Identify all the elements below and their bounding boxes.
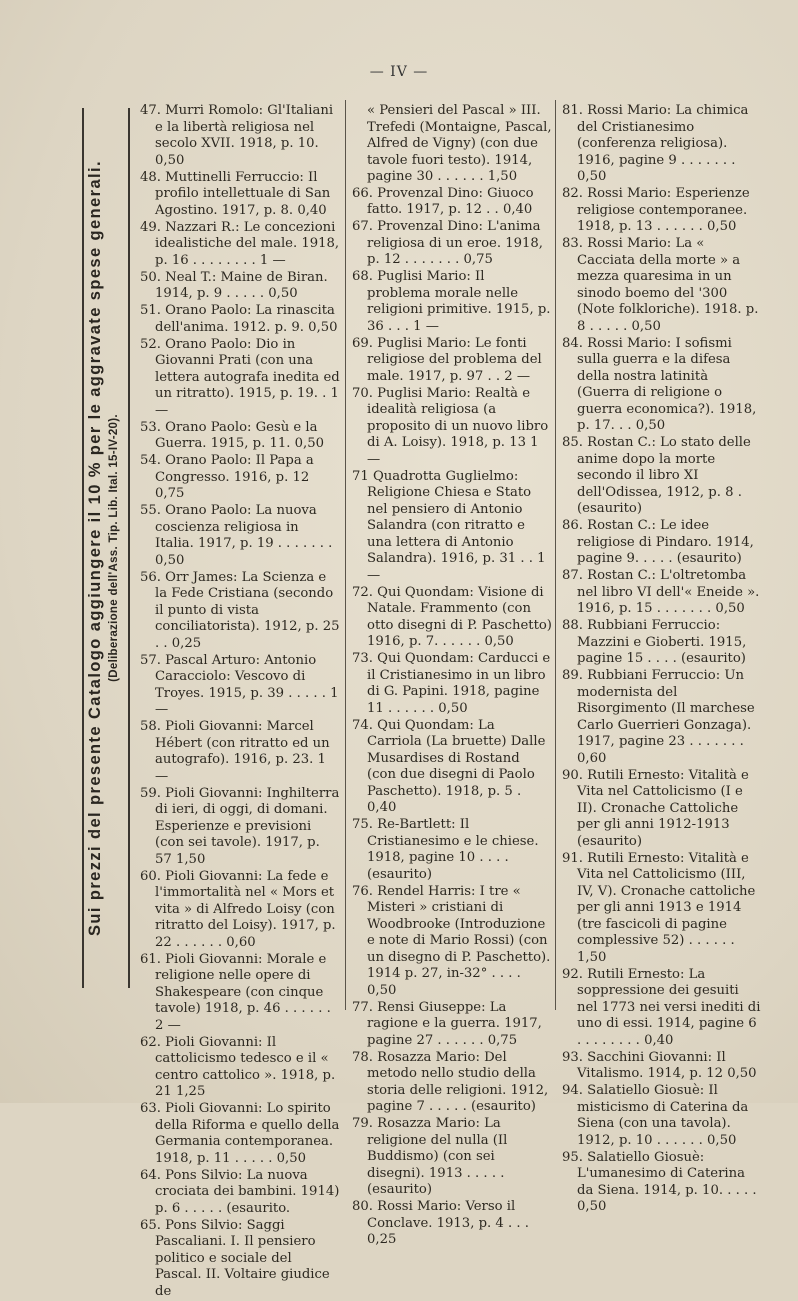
catalog-entry: 95. Salatiello Giosuè: L'umanesimo di Caterina da Siena. 1914, p. 10. . . . . 0,50 — [562, 1149, 757, 1214]
catalog-entry: 51. Orano Paolo: La rinascita dell'anima. 1912. p. 9. 0,50 — [140, 303, 338, 335]
catalog-entry: 52. Orano Paolo: Dio in Giovanni Prati (con una lettera autografa inedita ed un ritratto). 1915, p. 19. . 1 — — [140, 336, 340, 418]
catalog-entry: 88. Rubbiani Ferruccio: Mazzini e Gioberti. 1915, pagine 15 . . . . (esaurito) — [562, 618, 747, 666]
catalog-entry: 79. Rosazza Mario: La religione del nulla (Il Buddismo) (con sei disegni). 1913 . . . . . (esaurito) — [352, 1116, 508, 1197]
catalog-entry: 62. Pioli Giovanni: Il cattolicismo tedesco e il « centro cattolico ». 1918, p. 21 1,25 — [140, 1034, 336, 1099]
catalog-entry: 83. Rossi Mario: La « Cacciata della morte » a mezza quaresima in un sinodo boemo del '300 (Note folkloriche). 1918. p. 8 . . . . . 0,50 — [562, 236, 759, 334]
catalog-entry: 47. Murri Romolo: Gl'Italiani e la libertà religiosa nel secolo XVII. 1918, p. 10. 0,50 — [140, 103, 334, 168]
catalog-entry: 91. Rutili Ernesto: Vitalità e Vita nel Cattolicismo (III, IV, V). Cronache cattoliche per gli anni 1913 e 1914 (tre fascicoli di pagine complessive 52) . . . . . . 1,50 — [562, 850, 756, 965]
catalog-entry: 63. Pioli Giovanni: Lo spirito della Riforma e quello della Germania contemporanea. 1918, p. 11 . . . . . 0,50 — [140, 1101, 340, 1166]
catalog-entry: 89. Rubbiani Ferruccio: Un modernista del Risorgimento (Il marchese Carlo Guerrieri Gonzaga). 1917, pagine 23 . . . . . . . 0,60 — [562, 668, 755, 766]
catalog-entry: 67. Provenzal Dino: L'anima religiosa di un eroe. 1918, p. 12 . . . . . . . 0,75 — [352, 219, 543, 267]
catalog-entry: 64. Pons Silvio: La nuova crociata dei bambini. 1914) p. 6 . . . . . (esaurito. — [140, 1167, 340, 1216]
page-number: — IV — — [369, 64, 429, 80]
catalog-entry: 78. Rosazza Mario: Del metodo nello studio della storia delle religioni. 1912, pagine 7 . . . . . (esaurito) — [352, 1049, 549, 1114]
price-notice-source: (Deliberazione dell'Ass. Tip. Lib. Ital. 15-IV-20). — [108, 414, 120, 682]
catalog-entry: 90. Rutili Ernesto: Vitalità e Vita nel Cattolicismo (I e II). Cronache Cattoliche per gli anni 1912-1913 (esaurito) — [562, 767, 749, 849]
catalog-entry: 82. Rossi Mario: Esperienze religiose contemporanee. 1918, p. 13 . . . . . . 0,50 — [562, 186, 750, 234]
catalog-entry: 48. Muttinelli Ferruccio: Il profilo intellettuale di San Agostino. 1917, p. 8. 0,40 — [140, 169, 331, 218]
catalog-entry: 81. Rossi Mario: La chimica del Cristianesimo (conferenza religiosa). 1916, pagine 9 . . . . . . . 0,50 — [562, 103, 749, 184]
catalog-entry: 87. Rostan C.: L'oltretomba nel libro VI dell'« Eneide ». 1916, p. 15 . . . . . . . 0,50 — [562, 568, 760, 616]
catalog-entry: « Pensieri del Pascal » III. Trefedi (Montaigne, Pascal, Alfred de Vigny) (con due tavole fuori testo). 1914, pagine 30 . . . . . . 1,50 — [367, 103, 552, 184]
catalog-entry: 55. Orano Paolo: La nuova coscienza religiosa in Italia. 1917, p. 19 . . . . . . . 0,50 — [140, 503, 333, 568]
catalog-entry: 71 Quadrotta Guglielmo: Religione Chiesa e Stato nel pensiero di Antonio Salandra (con ritratto e una lettera di Antonio Salandra). 1916, p. 31 . . 1 — — [352, 468, 546, 583]
catalog-entry: 84. Rossi Mario: I sofismi sulla guerra e la difesa della nostra latinità (Guerra di religione o guerra economica?). 1918, p. 17. . . 0,50 — [562, 335, 757, 433]
catalog-entry: 53. Orano Paolo: Gesù e la Guerra. 1915, p. 11. 0,50 — [140, 419, 324, 451]
catalog-column-1 — [140, 103, 340, 1301]
catalog-entry: 70. Puglisi Mario: Realtà e idealità religiosa (a proposito di un nuovo libro di A. Loisy). 1918, p. 13 1 — — [352, 385, 549, 467]
catalog-entry: 61. Pioli Giovanni: Morale e religione nelle opere di Shakespeare (con cinque tavole) 1918, p. 46 . . . . . . 2 — — [140, 951, 331, 1033]
catalog-column-2 — [352, 103, 552, 1249]
catalog-entry: 60. Pioli Giovanni: La fede e l'immortalità nel « Mors et vita » di Alfredo Loisy (con ritratto del Loisy). 1917, p. 22 . . . . . . 0,60 — [140, 868, 336, 950]
catalog-entry: 76. Rendel Harris: I tre « Misteri » cristiani di Woodbrooke (Introduzione e note di Mario Rossi) (con un disegno di P. Paschetto). 1914 p. 27, in-32° . . . . 0,50 — [352, 883, 551, 998]
catalog-entry: 49. Nazzari R.: Le concezioni idealistiche del male. 1918, p. 16 . . . . . . . . 1 — — [140, 219, 340, 268]
catalog-entry: 58. Pioli Giovanni: Marcel Hébert (con ritratto ed un autografo). 1916, p. 23. 1 — — [140, 719, 330, 784]
catalog-entry: 50. Neal T.: Maine de Biran. 1914, p. 9 . . . . . 0,50 — [140, 269, 328, 301]
catalog-entry: 69. Puglisi Mario: Le fonti religiose del problema del male. 1917, p. 97 . . 2 — — [352, 335, 542, 384]
price-notice-sidebar — [82, 108, 130, 988]
catalog-entry: 85. Rostan C.: Lo stato delle anime dopo la morte secondo il libro XI dell'Odissea, 1912, p. 8 . (esaurito) — [562, 435, 751, 516]
column-divider — [555, 100, 556, 1010]
catalog-entry: 57. Pascal Arturo: Antonio Caracciolo: Vescovo di Troyes. 1915, p. 39 . . . . . 1 — — [140, 652, 339, 717]
column-divider — [345, 100, 346, 1010]
catalog-entry: 75. Re-Bartlett: Il Cristianesimo e le chiese. 1918, pagine 10 . . . . (esaurito) — [352, 817, 539, 882]
catalog-entry: 68. Puglisi Mario: Il problema morale nelle religioni primitive. 1915, p. 36 . . . 1 — — [352, 269, 551, 334]
catalog-entry: 93. Sacchini Giovanni: Il Vitalismo. 1914, p. 12 0,50 — [562, 1049, 757, 1081]
price-notice: Sui prezzi del presente Catalogo aggiungere il 10 % per le aggravate spese generali. — [86, 160, 104, 936]
catalog-entry: 77. Rensi Giuseppe: La ragione e la guerra. 1917, pagine 27 . . . . . . 0,75 — [352, 999, 542, 1048]
catalog-entry: 73. Qui Quondam: Carducci e il Cristianesimo in un libro di G. Papini. 1918, pagine 11 . . . . . . 0,50 — [352, 651, 551, 716]
catalog-entry: 56. Orr James: La Scienza e la Fede Cristiana (secondo il punto di vista conciliatorista). 1912, p. 25 . . 0,25 — [140, 569, 340, 651]
catalog-entry: 54. Orano Paolo: Il Papa a Congresso. 1916, p. 12 0,75 — [140, 453, 314, 501]
catalog-entry: 86. Rostan C.: Le idee religiose di Pindaro. 1914, pagine 9. . . . . (esaurito) — [562, 518, 754, 566]
catalog-entry: 80. Rossi Mario: Verso il Conclave. 1913, p. 4 . . . 0,25 — [352, 1199, 529, 1247]
catalog-entry: 65. Pons Silvio: Saggi Pascaliani. I. Il pensiero politico e sociale del Pascal. II. Voltaire giudice de — [140, 1217, 330, 1299]
catalog-entry: 74. Qui Quondam: La Carriola (La bruette) Dalle Musardises di Rostand (con due disegni di Paolo Paschetto). 1918, p. 5 . 0,40 — [352, 717, 546, 815]
catalog-entry: 94. Salatiello Giosuè: Il misticismo di Caterina da Siena (con una tavola). 1912, p. 10 . . . . . . 0,50 — [562, 1083, 749, 1148]
catalog-entry: 66. Provenzal Dino: Giuoco fatto. 1917, p. 12 . . 0,40 — [352, 185, 534, 217]
catalog-entry: 59. Pioli Giovanni: Inghilterra di ieri, di oggi, di domani. Esperienze e previsioni (con sei tavole). 1917, p. 57 1,50 — [140, 785, 340, 867]
catalog-column-3 — [562, 103, 762, 1216]
catalog-entry: 72. Qui Quondam: Visione di Natale. Frammento (con otto disegni di P. Paschetto) 1916, p. 7. . . . . . 0,50 — [352, 584, 552, 649]
catalog-entry: 92. Rutili Ernesto: La soppressione dei gesuiti nel 1773 nei versi inediti di uno di essi. 1914, pagine 6 . . . . . . . . 0,40 — [562, 966, 761, 1048]
